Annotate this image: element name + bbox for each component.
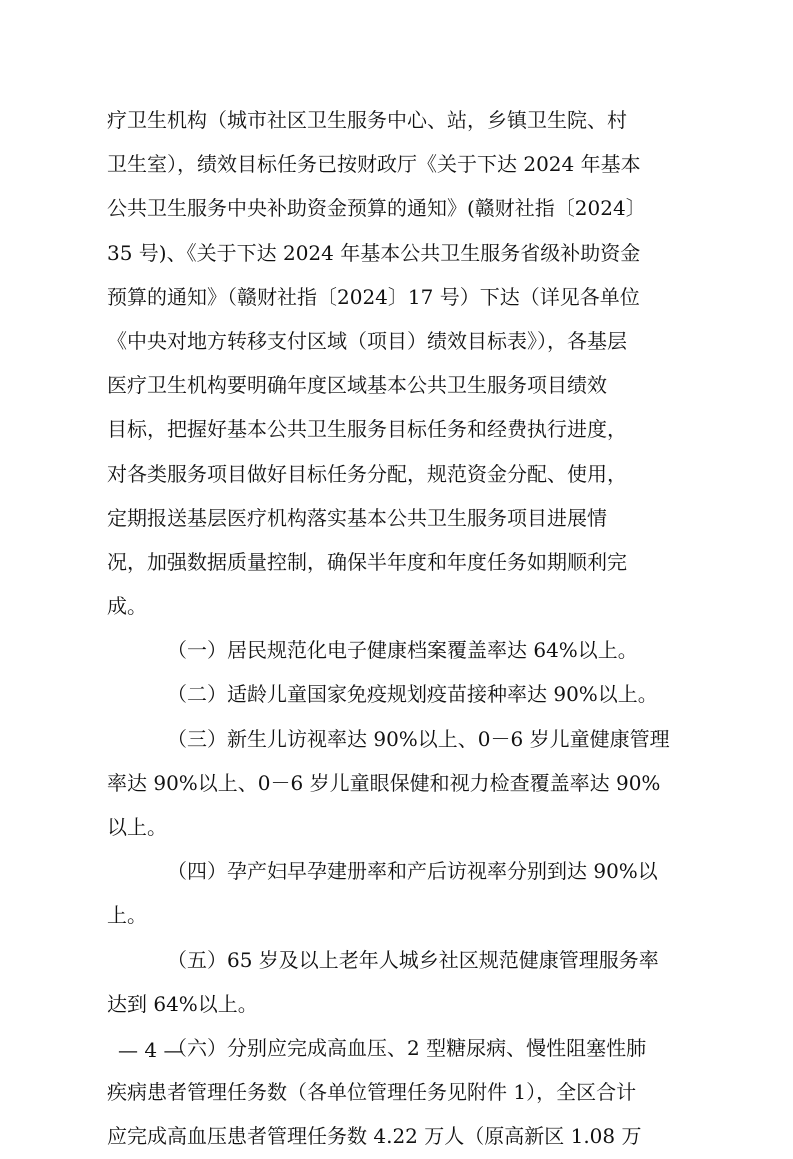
list-item-5: （五）65 岁及以上老年人城乡社区规范健康管理服务率 [167, 947, 659, 972]
list-item-3: （三）新生儿访视率达 90%以上、0－6 岁儿童健康管理 [167, 726, 670, 751]
body-line: 达到 64%以上。 [107, 991, 258, 1016]
list-item-2: （二）适龄儿童国家免疫规划疫苗接种率达 90%以上。 [167, 682, 658, 707]
body-line: 况，加强数据质量控制，确保半年度和年度任务如期顺利完 [107, 549, 627, 574]
body-line: 对各类服务项目做好目标任务分配，规范资金分配、使用， [107, 461, 627, 486]
body-line: 预算的通知》（赣财社指〔2024〕17 号）下达（详见各单位 [107, 284, 640, 309]
body-line: 目标，把握好基本公共卫生服务目标任务和经费执行进度， [107, 417, 627, 442]
document-body [107, 98, 687, 1159]
body-line: 成。 [107, 594, 147, 619]
body-line: 《中央对地方转移支付区域（项目）绩效目标表》），各基层 [107, 328, 627, 353]
list-item-6: （六）分别应完成高血压、2 型糖尿病、慢性阻塞性肺 [167, 1035, 647, 1060]
body-line: 应完成高血压患者管理任务数 4.22 万人（原高新区 1.08 万 [107, 1124, 642, 1149]
body-line: 疗卫生机构（城市社区卫生服务中心、站，乡镇卫生院、村 [107, 108, 627, 132]
body-line: 率达 90%以上、0－6 岁儿童眼保健和视力检查覆盖率达 90% [107, 770, 661, 795]
page-number: — 4 — [118, 1038, 184, 1062]
list-item-4: （四）孕产妇早孕建册率和产后访视率分别到达 90%以 [167, 859, 658, 884]
body-line: 疾病患者管理任务数（各单位管理任务见附件 1），全区合计 [107, 1080, 637, 1105]
list-item-1: （一）居民规范化电子健康档案覆盖率达 64%以上。 [167, 638, 638, 663]
body-line: 公共卫生服务中央补助资金预算的通知》(赣财社指〔2024〕 [107, 196, 646, 221]
body-line: 以上。 [107, 815, 167, 839]
body-line: 卫生室），绩效目标任务已按财政厅《关于下达 2024 年基本 [107, 152, 641, 177]
body-line: 定期报送基层医疗机构落实基本公共卫生服务项目进展情 [107, 505, 607, 530]
body-line: 医疗卫生机构要明确年度区域基本公共卫生服务项目绩效 [107, 373, 607, 398]
body-line: 35 号)、《关于下达 2024 年基本公共卫生服务省级补助资金 [107, 240, 641, 265]
body-line: 上。 [107, 903, 147, 928]
